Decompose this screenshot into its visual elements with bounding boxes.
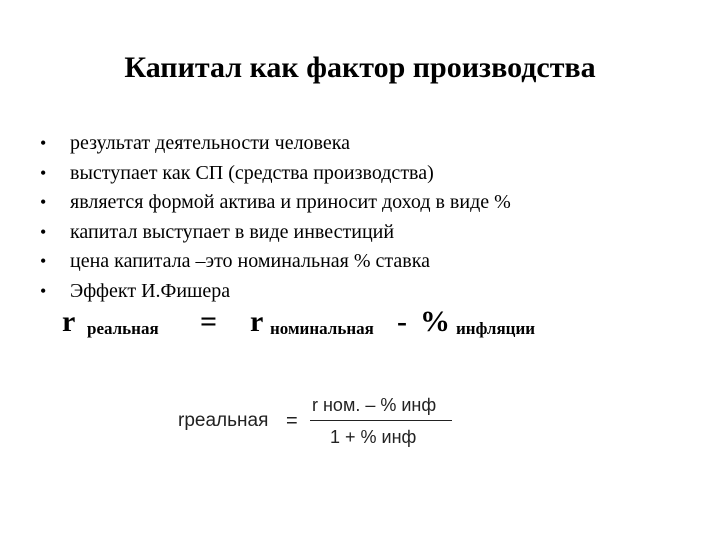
bullet-text: капитал выступает в виде инвестиций	[70, 220, 395, 243]
bullet-text: выступает как СП (средства производства)	[70, 161, 434, 184]
bullet-dot: •	[40, 221, 47, 242]
fisher-formula	[178, 392, 478, 462]
formula-numerator: r ном. – % инф	[312, 395, 437, 415]
r-nominal-symbol: r	[250, 305, 264, 338]
bullet-dot: •	[40, 251, 47, 271]
equals-sign: =	[200, 305, 218, 338]
bullet-text: Эффект И.Фишера	[70, 279, 231, 302]
r-real-symbol: r	[62, 305, 76, 338]
bullet-item	[40, 218, 511, 248]
bullet-text: результат деятельности человека	[70, 132, 351, 154]
bullet-item	[40, 129, 511, 159]
fraction-bar	[310, 420, 452, 421]
percent-sign: %	[420, 305, 450, 338]
minus-sign: -	[397, 305, 407, 338]
bullet-list	[40, 129, 511, 306]
formula-equals: =	[286, 410, 298, 432]
nominal-subscript: номинальная	[270, 319, 374, 338]
bullet-dot: •	[40, 133, 47, 153]
bullet-dot: •	[40, 162, 47, 183]
fisher-equation	[0, 300, 720, 350]
bullet-item	[40, 159, 511, 189]
bullet-item	[40, 188, 511, 218]
bullet-dot: •	[40, 192, 47, 212]
bullet-text: цена капитала –это номинальная % ставка	[70, 250, 430, 272]
bullet-dot: •	[40, 280, 47, 301]
bullet-text: является формой актива и приносит доход в виде %	[70, 191, 511, 213]
real-subscript: реальная	[87, 319, 159, 338]
formula-denominator: 1 + % инф	[330, 427, 417, 447]
formula-lhs: rреальная	[178, 410, 269, 431]
inflation-subscript: инфляции	[456, 319, 536, 338]
slide-title: Капитал как фактор производства	[124, 51, 596, 84]
bullet-item	[40, 247, 511, 277]
